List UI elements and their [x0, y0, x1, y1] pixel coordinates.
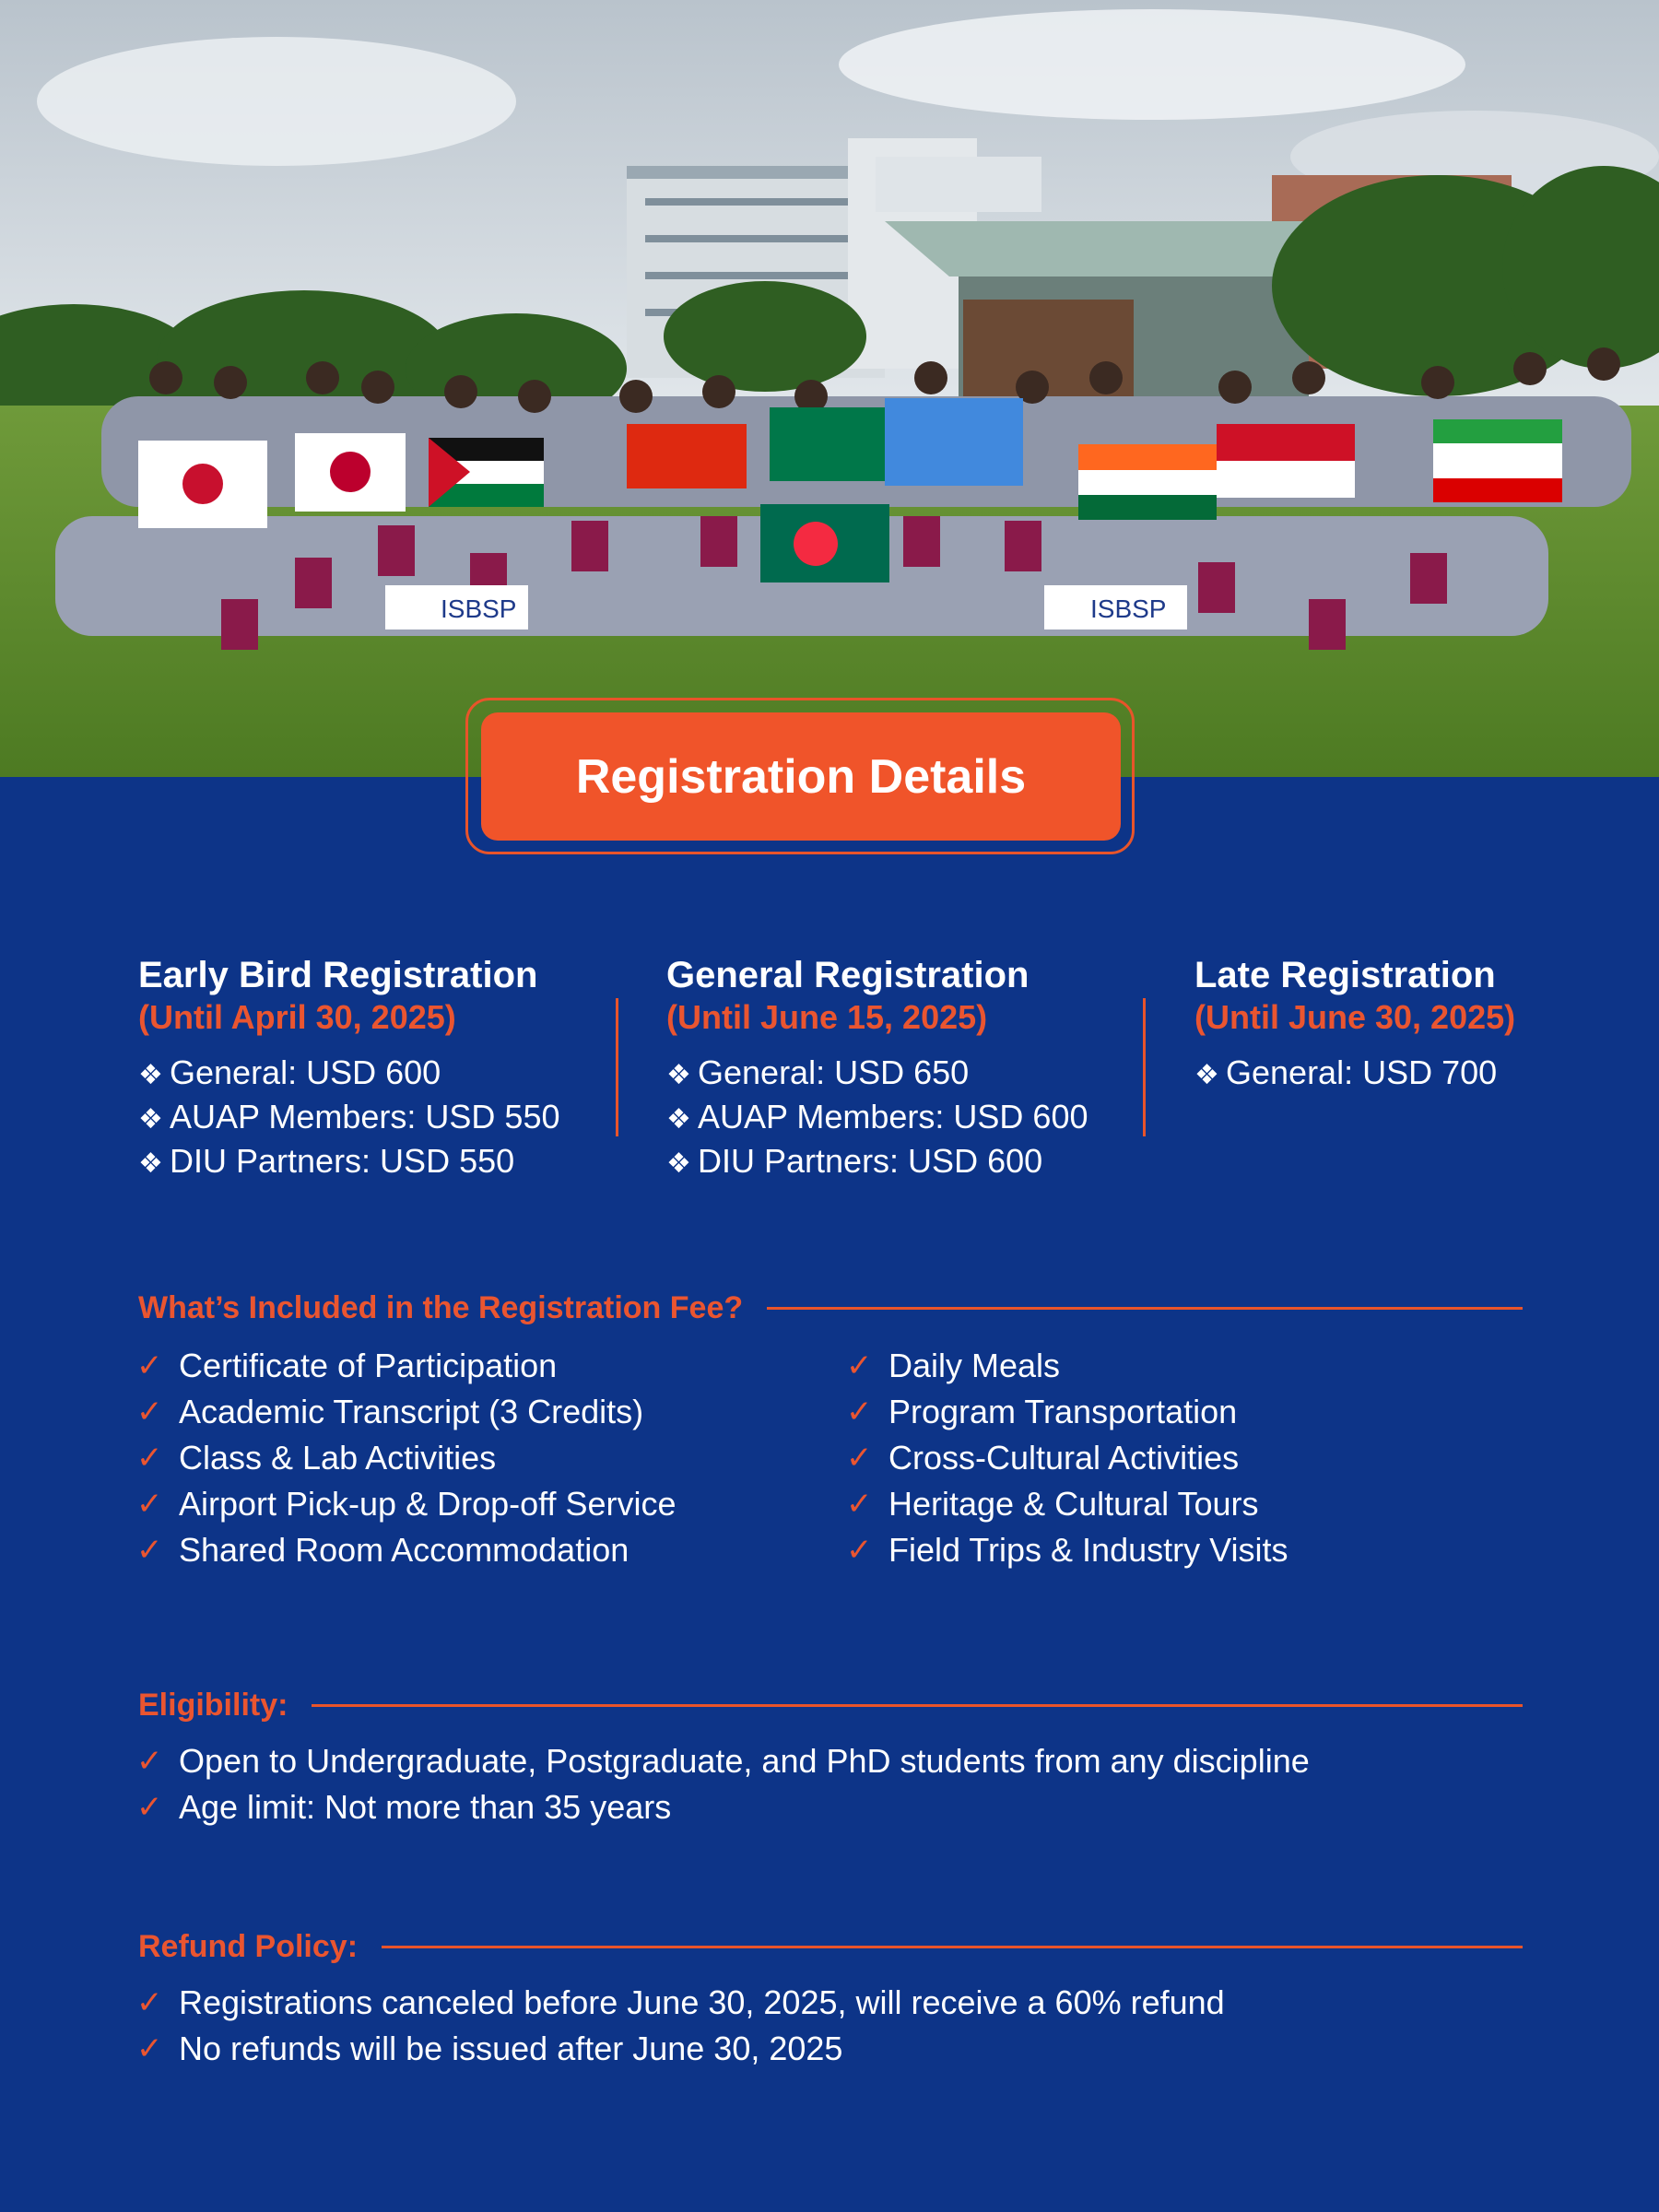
diamond-bullet-icon: ❖ [138, 1148, 163, 1179]
pricing-section [138, 954, 1521, 1194]
late-deadline: (Until June 30, 2025) [1194, 998, 1516, 1036]
included-title: What’s Included in the Registration Fee? [138, 1289, 744, 1325]
diamond-bullet-icon: ❖ [666, 1060, 691, 1090]
price-line [138, 1096, 627, 1140]
diamond-bullet-icon: ❖ [138, 1104, 163, 1135]
list-item [846, 1389, 1288, 1435]
check-icon: ✓ [136, 1348, 163, 1383]
section-divider [767, 1307, 1523, 1310]
list-item-text: Airport Pick-up & Drop-off Service [179, 1485, 677, 1523]
list-item-text: Field Trips & Industry Visits [888, 1531, 1288, 1569]
section-divider [312, 1704, 1523, 1707]
page-title: Registration Details [481, 712, 1121, 841]
price-text: General: USD 600 [170, 1053, 441, 1091]
group-photo-illustration [0, 0, 1659, 777]
general-heading: General Registration [666, 955, 1030, 995]
late-heading: Late Registration [1194, 955, 1496, 995]
included-header [138, 1285, 1521, 1331]
check-icon: ✓ [136, 1790, 163, 1825]
price-line [666, 1140, 1155, 1184]
list-item [136, 2026, 1225, 2072]
photo-logo-text-left: ISBSP [441, 594, 517, 623]
check-icon: ✓ [136, 1441, 163, 1476]
list-item [136, 1481, 677, 1527]
check-icon: ✓ [846, 1487, 873, 1522]
diamond-bullet-icon: ❖ [666, 1104, 691, 1135]
section-divider [382, 1946, 1523, 1948]
check-icon: ✓ [136, 1394, 163, 1430]
hero-photo [0, 0, 1659, 777]
list-item-text: Program Transportation [888, 1393, 1238, 1430]
included-list-left [136, 1343, 677, 1573]
list-item-text: No refunds will be issued after June 30, 2025 [179, 2030, 843, 2067]
early-bird-heading: Early Bird Registration [138, 955, 538, 995]
list-item [136, 1784, 1310, 1830]
photo-logo-text-right: ISBSP [1090, 594, 1167, 623]
list-item-text: Academic Transcript (3 Credits) [179, 1393, 644, 1430]
list-item [136, 1389, 677, 1435]
diamond-bullet-icon: ❖ [138, 1060, 163, 1090]
general-column [666, 954, 1155, 1184]
check-icon: ✓ [136, 1487, 163, 1522]
check-icon: ✓ [846, 1348, 873, 1383]
diamond-bullet-icon: ❖ [1194, 1060, 1219, 1090]
list-item [846, 1481, 1288, 1527]
list-item-text: Class & Lab Activities [179, 1439, 497, 1477]
price-line [138, 1140, 627, 1184]
general-deadline: (Until June 15, 2025) [666, 998, 988, 1036]
check-icon: ✓ [136, 2031, 163, 2066]
check-icon: ✓ [136, 1533, 163, 1568]
list-item [846, 1343, 1288, 1389]
list-item [136, 1527, 677, 1573]
list-item-text: Cross-Cultural Activities [888, 1439, 1240, 1477]
list-item-text: Daily Meals [888, 1347, 1061, 1384]
early-bird-deadline: (Until April 30, 2025) [138, 998, 456, 1036]
list-item-text: Certificate of Participation [179, 1347, 558, 1384]
list-item [136, 1738, 1310, 1784]
check-icon: ✓ [136, 1985, 163, 2020]
price-line [138, 1052, 627, 1096]
check-icon: ✓ [846, 1394, 873, 1430]
list-item [846, 1435, 1288, 1481]
check-icon: ✓ [846, 1441, 873, 1476]
price-text: General: USD 650 [698, 1053, 970, 1091]
early-bird-column [138, 954, 627, 1184]
check-icon: ✓ [846, 1533, 873, 1568]
list-item [846, 1527, 1288, 1573]
diamond-bullet-icon: ❖ [666, 1148, 691, 1179]
refund-list [136, 1980, 1225, 2072]
price-line [666, 1096, 1155, 1140]
price-text: DIU Partners: USD 600 [698, 1142, 1043, 1180]
refund-header [138, 1924, 1521, 1970]
list-item-text: Shared Room Accommodation [179, 1531, 629, 1569]
price-text: DIU Partners: USD 550 [170, 1142, 515, 1180]
late-column [1194, 954, 1526, 1096]
price-text: AUAP Members: USD 600 [698, 1098, 1088, 1135]
list-item [136, 1980, 1225, 2026]
list-item-text: Open to Undergraduate, Postgraduate, and PhD students from any discipline [179, 1742, 1310, 1780]
list-item-text: Registrations canceled before June 30, 2025, will receive a 60% refund [179, 1983, 1225, 2021]
included-list-right [846, 1343, 1288, 1573]
column-divider [616, 998, 618, 1136]
refund-title: Refund Policy: [138, 1928, 359, 1964]
price-text: AUAP Members: USD 550 [170, 1098, 560, 1135]
column-divider [1143, 998, 1146, 1136]
price-line [1194, 1052, 1526, 1096]
list-item-text: Heritage & Cultural Tours [888, 1485, 1259, 1523]
eligibility-title: Eligibility: [138, 1687, 288, 1723]
list-item [136, 1435, 677, 1481]
price-text: General: USD 700 [1226, 1053, 1498, 1091]
eligibility-header [138, 1682, 1521, 1728]
check-icon: ✓ [136, 1744, 163, 1779]
price-line [666, 1052, 1155, 1096]
list-item [136, 1343, 677, 1389]
eligibility-list [136, 1738, 1310, 1830]
list-item-text: Age limit: Not more than 35 years [179, 1788, 672, 1826]
